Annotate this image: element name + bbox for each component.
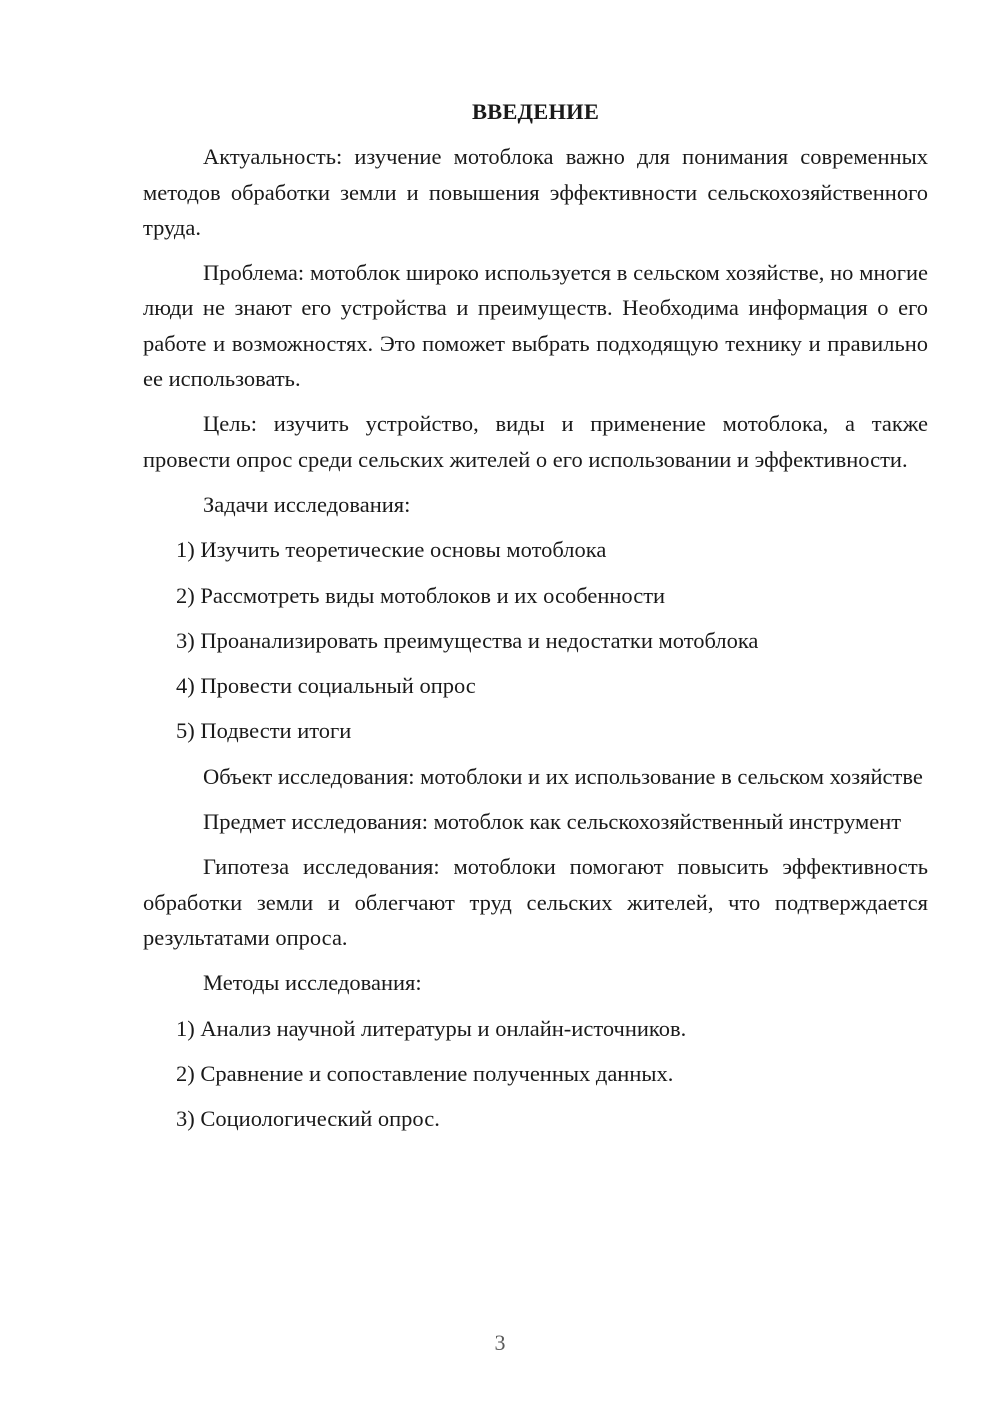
goal-paragraph: Цель: изучить устройство, виды и применение мотоблока, а также провести опрос среди сельских жителей о его использовании и эффективности.: [143, 411, 928, 472]
list-item: 3) Проанализировать преимущества и недостатки мотоблока: [176, 627, 759, 653]
problem-paragraph: Проблема: мотоблок широко используется в сельском хозяйстве, но многие люди не знают его устройства и преимуществ. Необходима информация о его работе и возможностях. Это поможет выбрать подходящую технику и правильно ее использовать.: [143, 260, 928, 392]
relevance-paragraph: Актуальность: изучение мотоблока важно для понимания современных методов обработки земли и повышения эффективности сельскохозяйственного труда.: [143, 144, 928, 240]
list-item: 1) Изучить теоретические основы мотоблока: [176, 537, 607, 563]
object-paragraph: Объект исследования: мотоблоки и их использование в сельском хозяйстве: [203, 763, 923, 789]
methods-list: [143, 1011, 928, 1137]
list-item: 3) Социологический опрос.: [176, 1106, 440, 1132]
tasks-list: [143, 532, 928, 748]
tasks-label: Задачи исследования:: [203, 491, 411, 517]
methods-label: Методы исследования:: [203, 970, 422, 996]
list-item: 4) Провести социальный опрос: [176, 673, 476, 699]
section-heading: ВВЕДЕНИЕ: [471, 99, 600, 124]
page-content: [143, 94, 928, 1146]
page-number: 3: [494, 1330, 506, 1355]
hypothesis-paragraph: Гипотеза исследования: мотоблоки помогают повысить эффективность обработки земли и облегчают труд сельских жителей, что подтверждается результатами опроса.: [143, 854, 928, 950]
list-item: 1) Анализ научной литературы и онлайн-источников.: [176, 1015, 687, 1041]
list-item: 2) Сравнение и сопоставление полученных данных.: [176, 1060, 674, 1086]
subject-paragraph: Предмет исследования: мотоблок как сельскохозяйственный инструмент: [203, 809, 902, 835]
list-item: 5) Подвести итоги: [176, 718, 352, 744]
list-item: 2) Рассмотреть виды мотоблоков и их особенности: [176, 582, 666, 608]
